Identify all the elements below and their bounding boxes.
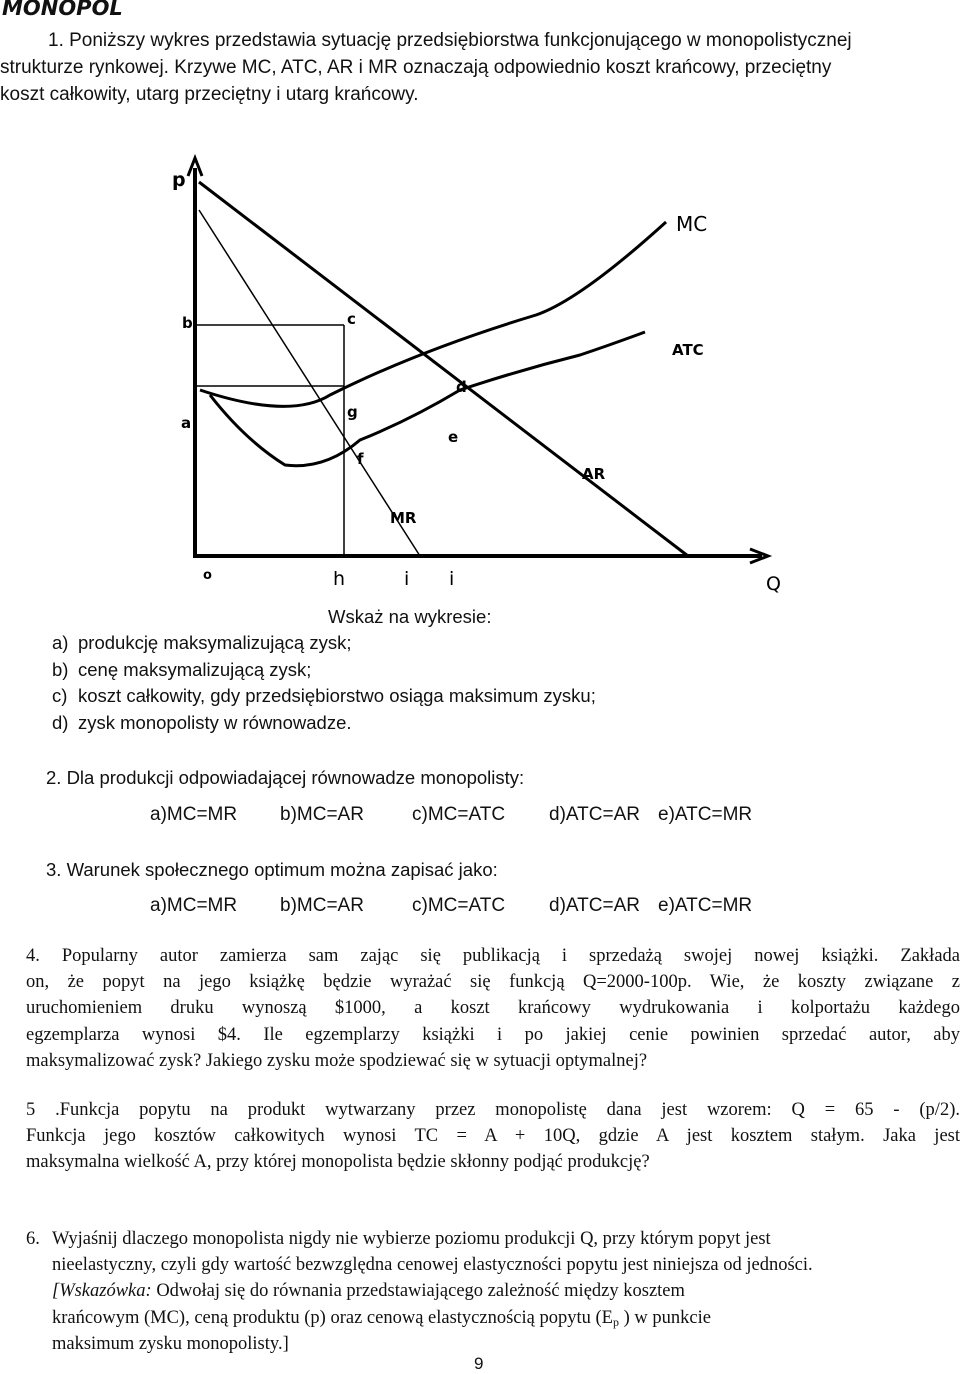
hint-label: [Wskazówka: [52, 1281, 152, 1302]
origin-label: o [203, 568, 212, 583]
q2-option: e)ATC=MR [658, 804, 753, 825]
q4-paragraph: 4. Popularny autor zamierza sam zając się publikacją i sprzedażą swojej nowej książki. Zakłada on, że popyt na jego książkę będzie wyrażać się funkcją Q=2000-100p. Wie, że koszty związane z uruchomieniem druku wynoszą $1000, a koszt krańcowy wydrukowania i kolportażu każdego egzemplarza wynosi $4. Ile egzemplarzy książki i po jakiej cenie powinien sprzedać autor, aby maksymalizować zysk? Jakiego zysku może spodziewać się w sytuacji optymalnej? [26, 946, 960, 1071]
page-number: 9 [474, 1354, 484, 1373]
point-c-label: c [347, 310, 356, 328]
q2-options [150, 804, 752, 826]
q2-option: c)MC=ATC [412, 804, 506, 825]
q6-line: Wyjaśnij dlaczego monopolista nigdy nie wybierze poziomu produkcji Q, przy którym popyt jest [52, 1229, 771, 1249]
q1-item: d) zysk monopolisty w równowadze. [52, 711, 352, 733]
q1-line-1: 1. Poniższy wykres przedstawia sytuację przedsiębiorstwa funkcjonującego w monopolistycznej [48, 30, 852, 51]
monopoly-cost-revenue-chart [0, 140, 960, 600]
tick-h-label: h [333, 568, 346, 590]
point-f-label: f [357, 450, 364, 468]
q2-option: b)MC=AR [280, 804, 364, 825]
q3-option: e)ATC=MR [658, 895, 753, 916]
q6-number: 6. [26, 1229, 40, 1249]
q1-item: b) cenę maksymalizującą zysk; [52, 658, 312, 680]
point-a-label: a [181, 414, 192, 432]
atc-label: ATC [672, 341, 704, 359]
q2-option: a)MC=MR [150, 804, 238, 825]
ar-curve [199, 182, 688, 556]
q1-line-2: strukturze rynkowej. Krzywe MC, ATC, AR i MR oznaczają odpowiednio koszt krańcowy, przeciętny [0, 57, 832, 78]
x-axis-label: Q [766, 573, 781, 595]
mr-label: MR [390, 509, 417, 527]
q3-option: c)MC=ATC [412, 895, 506, 916]
y-axis-label: p [172, 169, 186, 191]
tick-i-label-2: i [449, 568, 455, 590]
q6-line: nieelastyczny, czyli gdy wartość bezwzględna cenowej elastyczności popytu jest niniejsza od jedności. [52, 1255, 813, 1276]
q1-line-3: koszt całkowity, utarg przeciętny i utarg krańcowy. [0, 84, 419, 105]
point-b-label: b [182, 314, 193, 332]
q3-options [150, 895, 752, 917]
ar-label: AR [582, 465, 606, 483]
point-e-label: e [448, 428, 459, 446]
q1-item-list [52, 630, 772, 736]
q5-paragraph: 5 .Funkcja popytu na produkt wytwarzany przez monopolistę dana jest wzorem: Q = 65 - (p/2). Funkcja jego kosztów całkowitych wynosi TC = A + 10Q, gdzie A jest kosztem stałym. Jaka jest maksymalna wielkość A, przy której monopolista będzie skłonny podjąć produkcję? [26, 1100, 960, 1173]
q6-line: maksimum zysku monopolisty.] [52, 1333, 289, 1354]
q2-text: 2. Dla produkcji odpowiadającej równowadze monopolisty: [46, 767, 525, 788]
q1-item: a) produkcję maksymalizującą zysk; [52, 632, 352, 653]
q6-line: krańcowym (MC), ceną produktu (p) oraz cenową elastycznością popytu ($E_p$ ) w punkcie [52, 1307, 711, 1329]
q3-option: b)MC=AR [280, 895, 364, 916]
q1-prompt: Wskaż na wykresie: [328, 606, 492, 627]
tick-i-label-1: i [404, 568, 410, 590]
mc-label: MC [676, 212, 708, 236]
q3-text: 3. Warunek społecznego optimum można zapisać jako: [46, 859, 498, 880]
q3-option: a)MC=MR [150, 895, 238, 916]
q1-item: c) koszt całkowity, gdy przedsiębiorstwo osiąga maksimum zysku; [52, 685, 596, 706]
q2-option: d)ATC=AR [549, 804, 640, 825]
point-g-label: g [347, 403, 358, 421]
mr-curve [199, 210, 420, 556]
mc-curve [200, 222, 666, 406]
point-d-label: d [456, 378, 467, 396]
q6-line: [Wskazówka: Odwołaj się do równania przedstawiającego zależność między kosztem [52, 1281, 685, 1302]
q3-option: d)ATC=AR [549, 895, 640, 916]
document-title: MONOPOL [2, 0, 123, 20]
